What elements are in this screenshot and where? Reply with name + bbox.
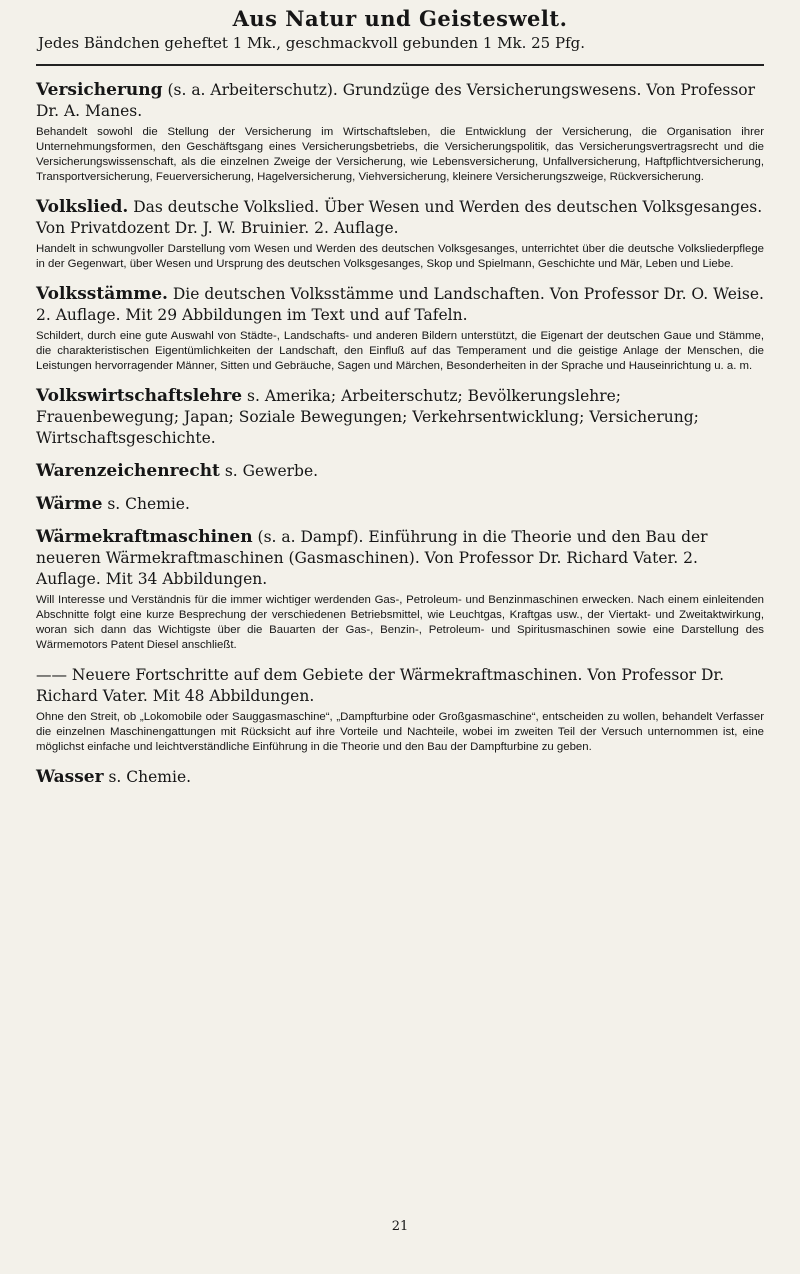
entry-title: Neuere Fortschritte auf dem Gebiete der Wärmekraftmaschinen. Von Professor Dr. Richard Vater. Mit 48 Abbildungen.	[36, 666, 725, 705]
price-line: Jedes Bändchen geheftet 1 Mk., geschmackvoll gebunden 1 Mk. 25 Pfg.	[38, 34, 586, 52]
entry-waermekraftmaschinen-neuere	[36, 665, 764, 755]
entry-versicherung	[36, 80, 764, 185]
entry-description: Ohne den Streit, ob „Lokomobile oder Sauggasmaschine“, „Dampfturbine oder Großgasmaschine“, entscheiden zu wollen, behandelt Verfasser die einzelnen Maschinengattungen mit Rücksicht auf ihre Vorteile und Nachteile, wobei im zweiten Teil der Versuch unternommen ist, eine möglichst einfache und leichtverständliche Einführung in die Theorie und den Bau der Dampfturbine zu geben.	[36, 711, 764, 753]
entry-title: s. Gewerbe.	[219, 462, 319, 480]
entry-title: Die deutschen Volksstämme und Landschaften. Von Professor Dr. O. Weise. 2. Auflage. Mit 29 Abbildungen im Text und auf Tafeln.	[36, 285, 764, 324]
entry-description: Behandelt sowohl die Stellung der Versicherung im Wirtschaftsleben, die Entwicklung der Versicherung, die Organisation ihrer Unternehmungsformen, den Geschäftsgang eines Versicherungsbetriebs, die Versicherungspolitik, das Versicherungsvertragsrecht und die Versicherungswissenschaft, als die einzelnen Zweige der Versicherung, wie Lebensversicherung, Unfallversicherung, Haftpflichtversicherung, Transportversicherung, Feuerversicherung, Hagelversicherung, Viehversicherung, kleinere Versicherungszweige, Rückversicherung.	[36, 126, 764, 183]
entry-description: Handelt in schwungvoller Darstellung vom Wesen und Werden des deutschen Volksgesanges, unterrichtet über die deutsche Volksliederpflege in der Gegenwart, über Wesen und Ursprung des deutschen Volksgesanges, Skop und Spielmann, Geschichte und Mär, Leben und Liebe.	[36, 243, 764, 270]
entry-volksstaemme	[36, 284, 764, 374]
entry-title: (s. a. Dampf). Einführung in die Theorie und den Bau der neueren Wärmekraftmaschinen (Gasmaschinen). Von Professor Dr. Richard Vater. 2. Auflage. Mit 34 Abbildungen.	[36, 528, 708, 588]
series-title: Aus Natur und Geisteswelt.	[232, 6, 568, 31]
entry-waerme	[36, 494, 764, 515]
entry-keyword: Wasser	[36, 767, 104, 787]
entry-title: Das deutsche Volkslied. Über Wesen und Werden des deutschen Volksgesanges. Von Privatdozent Dr. J. W. Bruinier. 2. Auflage.	[36, 198, 763, 237]
entry-volkslied	[36, 197, 764, 272]
entry-keyword: Volksstämme.	[36, 284, 168, 304]
header-rule	[36, 64, 764, 66]
entry-keyword: Wärmekraftmaschinen	[36, 527, 253, 547]
entry-title: s. Chemie.	[103, 768, 192, 786]
entry-keyword: Warenzeichenrecht	[36, 461, 220, 481]
entry-description: Will Interesse und Verständnis für die immer wichtiger werdenden Gas-, Petroleum- und Benzinmaschinen erwecken. Nach einem einleitenden Abschnitte folgt eine kurze Besprechung der verschiedenen Betriebsmittel, wie Leuchtgas, Kraftgas usw., der Viertakt- und Zweitaktwirkung, woran sich dann das Wichtigste über die Bauarten der Gas-, Benzin-, Petroleum- und Spiritusmaschinen sowie eine Darstellung des Wärmemotors Patent Diesel anschließt.	[36, 594, 764, 651]
entry-keyword: Wärme	[36, 494, 103, 514]
entry-keyword: Volkslied.	[36, 197, 129, 217]
entry-title: (s. a. Arbeiterschutz). Grundzüge des Versicherungswesens. Von Professor Dr. A. Manes.	[36, 81, 756, 120]
entry-keyword: Volkswirtschaftslehre	[36, 386, 243, 406]
entry-wasser	[36, 767, 764, 788]
entry-waermekraftmaschinen	[36, 527, 764, 653]
entry-volkswirtschaftslehre	[36, 386, 764, 449]
entry-keyword: Versicherung	[36, 80, 163, 100]
entry-description: Schildert, durch eine gute Auswahl von Städte-, Landschafts- und anderen Bildern unterstützt, die Eigenart der deutschen Gaue und Stämme, die charakteristischen Eigentümlichkeiten der Landschaft, den Einfluß auf das Temperament und die geistige Anlage der Menschen, die Leistungen hervorragender Männer, Sitten und Gebräuche, Sagen und Märchen, Besonderheiten in der Sprache und Hauseinrichtung u. a. m.	[36, 330, 764, 372]
entry-warenzeichenrecht	[36, 461, 764, 482]
entry-title: s. Chemie.	[102, 495, 190, 513]
entry-title: s. Amerika; Arbeiterschutz; Bevölkerungslehre; Frauenbewegung; Japan; Soziale Bewegungen; Verkehrsentwicklung; Versicherung; Wirtschaftsgeschichte.	[36, 387, 699, 447]
page-number: 21	[391, 1219, 409, 1234]
entry-dash: ——	[36, 666, 67, 684]
